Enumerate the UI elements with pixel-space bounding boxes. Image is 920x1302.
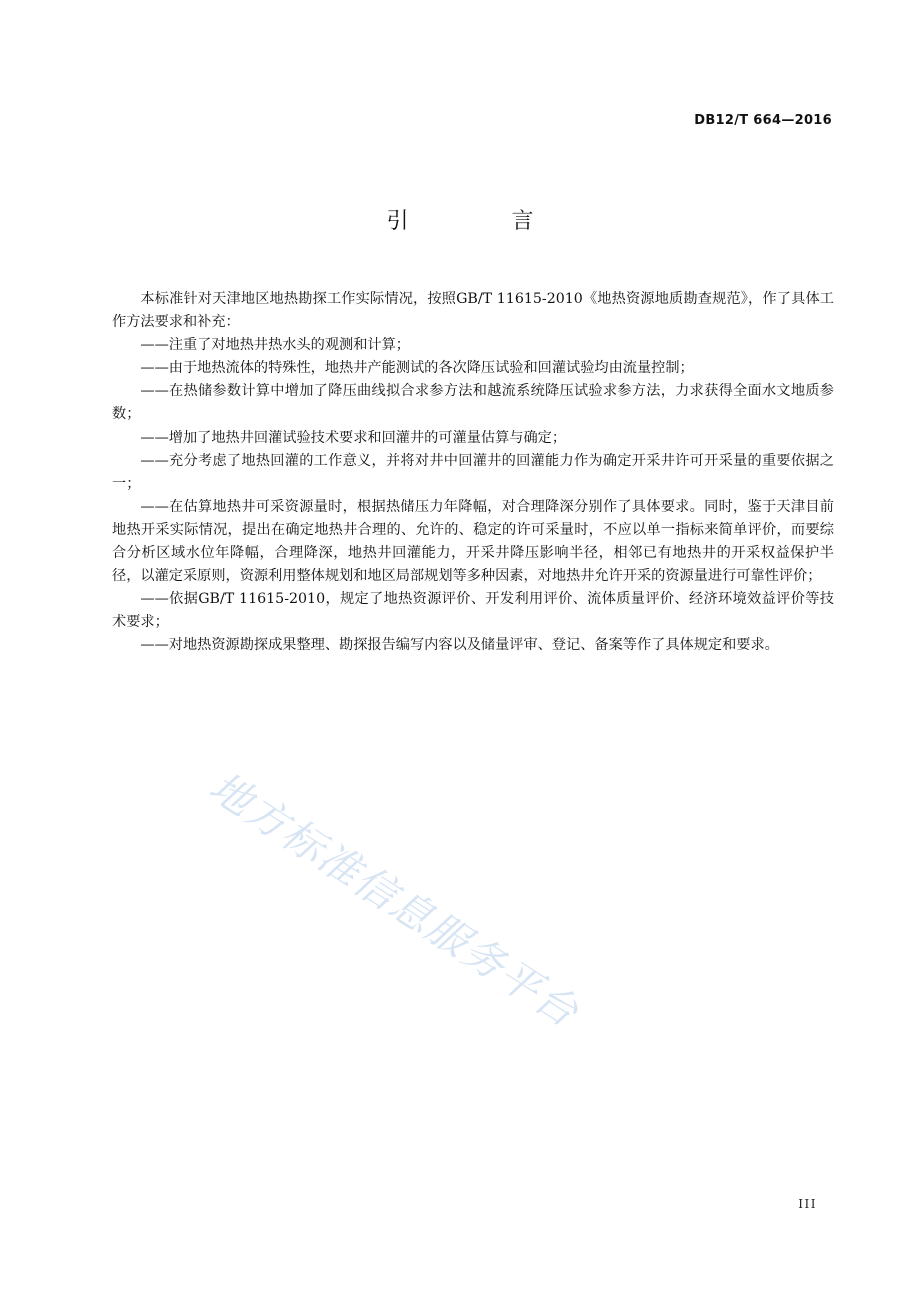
standard-code: DB12/T 664—2016 xyxy=(694,113,832,128)
section-title: 引 言 xyxy=(386,209,582,234)
paragraph-item: ——充分考虑了地热回灌的工作意义，并将对井中回灌井的回灌能力作为确定开采井许可开采量的重要依据之一； xyxy=(112,452,834,492)
introduction-body xyxy=(112,288,834,658)
paragraph-item: ——增加了地热井回灌试验技术要求和回灌井的可灌量估算与确定； xyxy=(140,429,567,446)
watermark: 地方标准信息服务平台 xyxy=(200,762,588,1037)
paragraph-item: ——注重了对地热井热水头的观测和计算； xyxy=(140,337,410,354)
paragraph-intro: 本标准针对天津地区地热勘探工作实际情况，按照GB/T 11615-2010《地热资源地质勘查规范》，作了具体工作方法要求和补充： xyxy=(112,291,834,331)
page-number: III xyxy=(798,1197,817,1211)
paragraph-item: ——对地热资源勘探成果整理、勘探报告编写内容以及储量评审、登记、备案等作了具体规定和要求。 xyxy=(140,637,779,654)
paragraph-item: ——依据GB/T 11615-2010，规定了地热资源评价、开发利用评价、流体质量评价、经济环境效益评价等技术要求； xyxy=(112,591,834,631)
paragraph-item: ——由于地热流体的特殊性，地热井产能测试的各次降压试验和回灌试验均由流量控制； xyxy=(140,360,694,377)
paragraph-item: ——在估算地热井可采资源量时，根据热储压力年降幅，对合理降深分别作了具体要求。同时，鉴于天津目前地热开采实际情况，提出在确定地热井合理的、允许的、稳定的许可采量时，不应以单一指标来简单评价，而要综合分析区域水位年降幅，合理降深，地热井回灌能力，开采井降压影响半径，相邻已有地热井的开采权益保护半径，以灌定采原则，资源利用整体规划和地区局部规划等多种因素，对地热井允许开采的资源量进行可靠性评价； xyxy=(112,498,834,585)
paragraph-item: ——在热储参数计算中增加了降压曲线拟合求参方法和越流系统降压试验求参方法，力求获得全面水文地质参数； xyxy=(112,383,834,423)
